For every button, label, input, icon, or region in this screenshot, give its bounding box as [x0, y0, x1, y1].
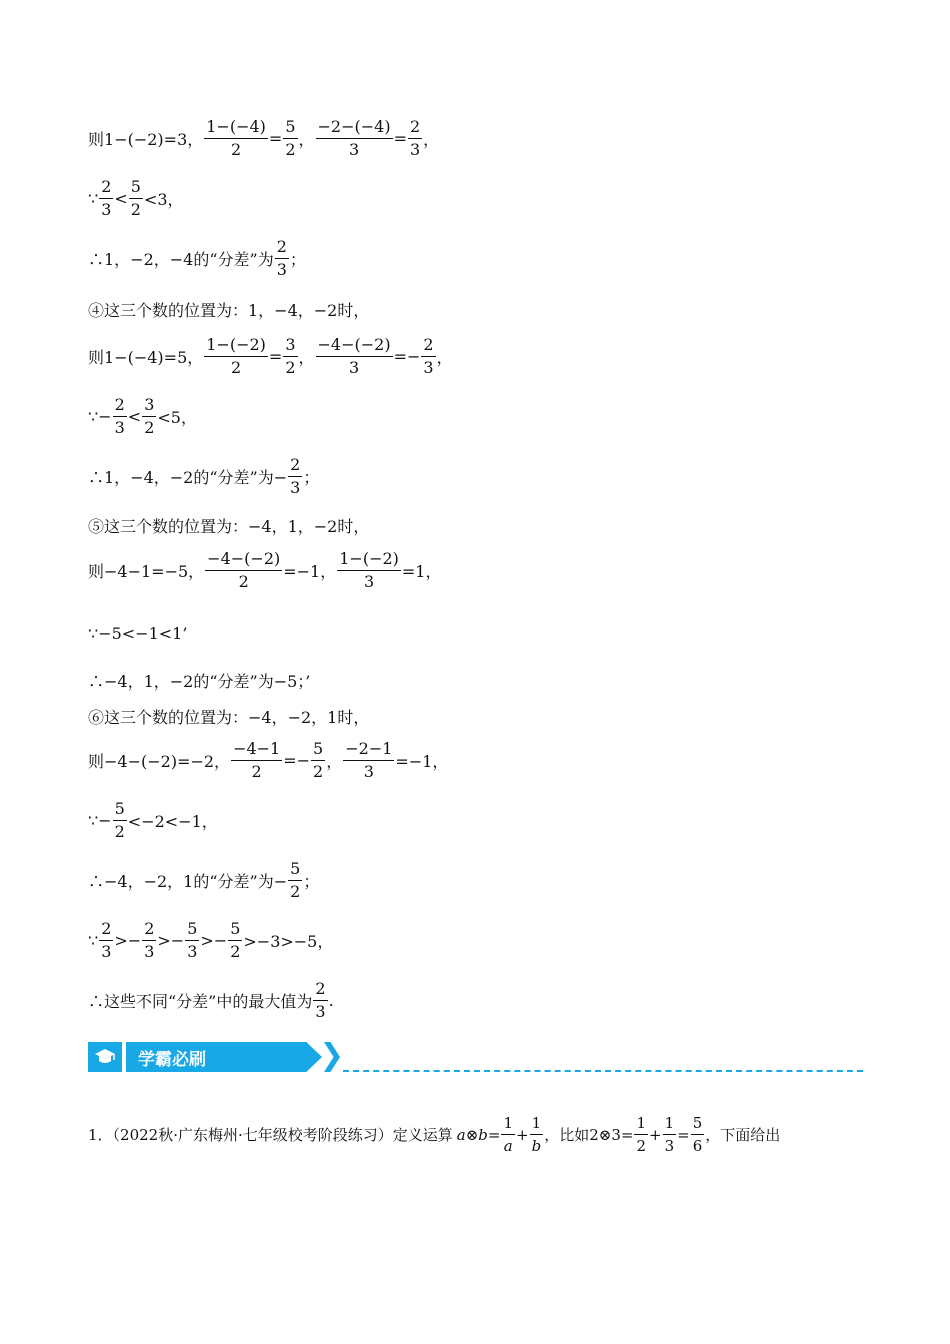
text: <3， — [143, 190, 184, 209]
solution-line-14 — [88, 800, 218, 841]
text: ， — [423, 130, 440, 149]
text: 则1−(−2)=3， — [88, 130, 204, 149]
fraction: $\frac{-4-1}{2}$ — [233, 739, 281, 781]
fraction: $\frac{2}{3}$ — [423, 335, 434, 377]
text: + — [516, 1125, 529, 1144]
text: ，比如2⊗3= — [544, 1126, 634, 1144]
fraction: $\frac{1-(-4)}{2}$ — [206, 117, 266, 159]
solution-line-4 — [88, 298, 369, 321]
solution-line-8 — [88, 514, 369, 537]
section-banner — [88, 1040, 863, 1074]
text: ⑥这三个数的位置为：−4，−2，1时， — [88, 708, 370, 727]
fraction: $\frac{1}{2}$ — [636, 1114, 646, 1155]
fraction: $\frac{2}{3}$ — [101, 919, 112, 961]
section-title — [126, 1042, 322, 1072]
text: >−3>−5， — [243, 932, 334, 951]
fraction: $\frac{2}{3}$ — [276, 237, 287, 279]
fraction: $\frac{2}{3}$ — [114, 395, 125, 437]
text: ∴1，−2，−4的“分差”为 — [88, 250, 274, 269]
solution-line-5 — [88, 336, 453, 377]
text: 则1−(−4)=5， — [88, 348, 204, 367]
solution-line-10 — [88, 624, 187, 643]
fraction: $\frac{-4-(-2)}{3}$ — [317, 335, 391, 377]
text: >− — [200, 931, 228, 950]
op: ⊗ — [465, 1125, 479, 1144]
text: < — [127, 407, 142, 426]
text: ∵ — [88, 189, 99, 208]
graduation-cap-icon — [88, 1042, 122, 1072]
solution-line-15 — [88, 860, 319, 901]
text: ∴1，−4，−2的“分差”为− — [88, 468, 288, 487]
fraction: $\frac{2}{3}$ — [101, 177, 112, 219]
solution-line-13 — [88, 740, 448, 781]
fraction: $\frac{-4-(-2)}{2}$ — [207, 549, 281, 591]
question-text: 1．（2022秋·广东梅州·七年级校考阶段练习）定义运算 — [88, 1126, 453, 1144]
fraction: $\frac{2}{3}$ — [144, 919, 155, 961]
fraction: $\frac{-2-(-4)}{3}$ — [317, 117, 391, 159]
fraction: $\frac{5}{2}$ — [230, 919, 241, 961]
solution-line-16 — [88, 920, 333, 961]
text: 则−4−1=−5， — [88, 562, 205, 581]
fraction: $\frac{5}{2}$ — [290, 859, 301, 901]
solution-line-7 — [88, 456, 319, 497]
text: ∴这些不同“分差”中的最大值为 — [88, 992, 313, 1011]
fraction: $\frac{-2-1}{3}$ — [345, 739, 393, 781]
text: ， — [298, 348, 315, 367]
fraction: $\frac{5}{2}$ — [114, 799, 125, 841]
text: 则−4−(−2)=−2， — [88, 752, 231, 771]
section-title-text: 学霸必刷 — [138, 1049, 206, 1070]
fraction: $\frac{2}{3}$ — [315, 979, 326, 1021]
text: ∴−4，1，−2的“分差”为−5；’ — [88, 672, 311, 691]
fraction: $\frac{2}{3}$ — [290, 455, 301, 497]
fraction: $\frac{5}{2}$ — [130, 177, 141, 219]
solution-line-3 — [88, 238, 306, 279]
text: =1， — [401, 562, 442, 581]
dashed-divider — [343, 1070, 863, 1072]
text: =− — [393, 347, 421, 366]
fraction: $\frac{1-(-2)}{3}$ — [339, 549, 399, 591]
fraction: $\frac{1}{a}$ — [503, 1114, 514, 1155]
text: ④这三个数的位置为：1，−4，−2时， — [88, 301, 370, 320]
text: + — [649, 1125, 662, 1144]
solution-line-17 — [88, 980, 334, 1021]
text: ， — [326, 752, 343, 771]
text: = — [268, 347, 283, 366]
text: ， — [298, 130, 315, 149]
text: ∵ — [88, 931, 99, 950]
solution-line-6 — [88, 396, 197, 437]
text: >− — [157, 931, 185, 950]
solution-line-12 — [88, 705, 369, 728]
fraction: $\frac{5}{2}$ — [285, 117, 296, 159]
text: =− — [283, 751, 311, 770]
fraction: $\frac{1}{b}$ — [531, 1114, 542, 1155]
fraction: $\frac{5}{3}$ — [187, 919, 198, 961]
text: <−2<−1， — [127, 812, 218, 831]
text: =−1， — [395, 752, 449, 771]
var-a: a — [456, 1125, 466, 1144]
var-b: b — [478, 1125, 488, 1144]
text: . — [328, 991, 334, 1010]
chevron-right-icon — [324, 1042, 340, 1072]
text: ； — [303, 872, 320, 891]
text: = — [268, 129, 283, 148]
solution-line-11 — [88, 669, 310, 692]
text: >− — [114, 931, 142, 950]
fraction: $\frac{1}{3}$ — [664, 1114, 675, 1155]
text: ∴−4，−2，1的“分差”为− — [88, 872, 288, 891]
fraction: $\frac{3}{2}$ — [144, 395, 155, 437]
solution-line-1 — [88, 118, 439, 159]
fraction: $\frac{3}{2}$ — [285, 335, 296, 377]
text: < — [114, 189, 128, 208]
fraction: $\frac{5}{6}$ — [692, 1114, 703, 1155]
text: ∵− — [88, 811, 112, 830]
text: = — [487, 1125, 501, 1144]
text: ； — [289, 250, 306, 269]
text: ，下面给出 — [705, 1126, 781, 1144]
text: ∵− — [88, 407, 112, 426]
solution-line-2 — [88, 178, 184, 219]
text: = — [677, 1125, 690, 1144]
text: ； — [303, 468, 320, 487]
fraction: $\frac{2}{3}$ — [409, 117, 421, 159]
text: ， — [436, 348, 453, 367]
fraction: $\frac{1-(-2)}{2}$ — [206, 335, 266, 377]
solution-line-9 — [88, 550, 441, 591]
question-1 — [88, 1114, 780, 1155]
text: = — [393, 129, 407, 148]
text: <5， — [157, 408, 197, 427]
text: =−1， — [283, 562, 337, 581]
text: ⑤这三个数的位置为：−4，1，−2时， — [88, 517, 370, 536]
fraction: $\frac{5}{2}$ — [313, 739, 324, 781]
text: ∵−5<−1<1’ — [88, 624, 188, 643]
